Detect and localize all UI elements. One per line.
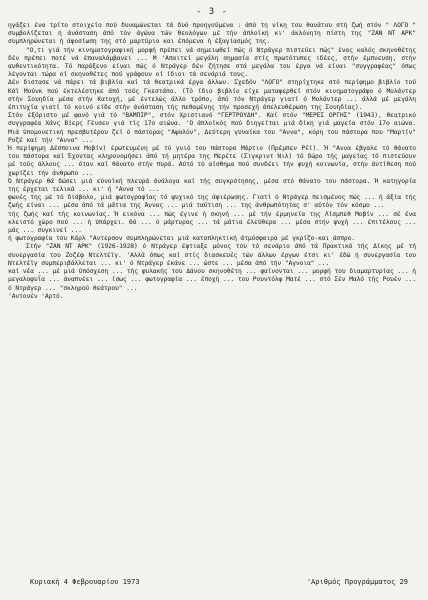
paragraph-3: Δέν διστασε νά πάρει τά βιβλία καί τά θεατρικά έργα άλλων. Σχεδόν "ΛΟΓΟ" στηρίχτηκε στό περίφημο βιβλίο τού Κάϊ Μούνκ πού έκτελέστηκε άπό τούς Γκεστάπο. (Τό ίδιο βιβλίο είχε ματαφερθεί στόν κινηματογράφο ό Μολάντερ στήν Σουηδία μέσα στήν Κατοχή, μέ έντελώς άλλο τρόπο, άπό τόν Ντράγερ γιατί ό Μολάντερ ... άλλά μέ μεγάλη έπιτυχία γιατί τό κοινό είδε στήν άνάσταση τής πεθαμένης τήν προσεχή άπελευθέρωση της Σουηδίας). bbox=[8, 79, 416, 112]
paragraph-2: "Ο,τι γιά τήν κινηματογραφική μορφή πρέπει νά σημειωθεί πώς ό Ντράγερ πιστεύει πώς" ένας καλός σκηνοθέτης δέν πρέπει ποτέ νά έπαναλάμβανει ... Μ 'Απαιτεί μεγάλη σημασία στίς πρωτότυπες ιδέες, στήν έμπνευση, στήν αυθεντικότητα. Τό παράξενο είναι πώς ό Ντράγερ δέν ζήτησε στά μεγάλα του έργα νά είναι "συγγραφέας" όπως λέγονται τώρα οί σκηνοθέτες πού γράφουν οί ίδιοι τά σενάριά τους. bbox=[8, 46, 416, 79]
paragraph-8: τής ζωής καί τής κοινωνίας. Ή εικόνα ... πώς έγινε ή σκηνή ... μέ τήν έρμηνεία της Λίσμπεθ Μοβίν ... σέ ένα κλειστό χώρο πού ... ή ύπάρχει. Θά ... ό μάρτυρας ... τά μάτια έλεύθερα ... μέσα στήν ψυχή ... έπιτέλους ... μάς ... συγκινεί ... bbox=[8, 210, 416, 235]
paragraph-1: ηγάζει ένα τρίτο στοιχείο πού δυναμώνεται τά δυό προηγούμενα : άπό τη νίκη του θανάτου στή ζωή στόν " ΛΟΓΟ " συμβολίζεται ή άνάσταση άπό τόν άγώνα τών θεολόγων μέ τήν άπλοϊκή κι' άκλόνητη πίστη της "ΖΑΝ ΝΤ ΑΡΚ" συμπληρώνεται ή άφοσίωση της στό μαρτύριο και έπόμενα ή έξαγίασμός της. bbox=[8, 22, 416, 46]
paragraph-7: φωνές της μέ τό διάβολο, μιά φωτογραφίας τό ψυχικό της άφιέρωσης. Γιατί ό Ντράγερ πεισμένος πώς ... ή άξία τής ζωής είναι ... μέσα άπό τά μάτια της Άννας ... μιά ταύτιση ... της άνθρωπότητας σ' αύτόν τόν κόσμο ... bbox=[8, 194, 416, 210]
paragraph-11: καί νέα ... μέ μιά ύπόσχεση ... τής φυλακής του Δάνου σκηνοθέτη ... φαίνονται ... μορφή του διαμαρτυρίας ... ή μεγαλοφυΐα ... άναπνέει ... ίσως ... φωτογραφία ... έποχή ... του Ρουντόλφ Ματέ ... στό Σέν Μαλό τής Ρουέν ... ό Ντράγερ ... "σκληρού θεάτρου" ... bbox=[8, 268, 416, 292]
footer-date: Κυριακή 4 Φεβρουαρίου 1973 bbox=[30, 578, 140, 586]
paragraph-10: Στήν "ΖΑΝ ΝΤ ΑΡΚ" (1926-1928) ό Ντράγερ έφτιαξε μόνος του τό σενάριο άπό τά Πρακτικά τής Δίκης μέ τή συνεργασία του Ζοζέφ Ντελτέϊγ. 'Αλλά όπως καί στίς διασκευές τών άλλων έργων έτσι κι' έδώ ή συνεργασία του Ντελτέϊγ συμπεριβάλλεται ... κι' ό Ντράγερ έκάνε ... ώστε ... μέσα άπό τήν "Αγνοια" ... bbox=[8, 243, 416, 267]
paragraph-4: Στόν έξόριστο μέ φανό γιά τό "ΒΑΜΠΙΡ", στόν Χριστιανό "ΓΕΡΤΡΟΥΔΗ". Καί στόν "ΜΕΡΕΣ ΟΡΓΗΣ" (1943), θεατρικό συγγραφέα Χάνς Βίερς Γένσεν γιά τίς 17ο αιώνα. 'Ο άπλοϊκός πού διηγείται μιά δίκη γιά μαγεία στόν 17ο αιώνα. Μιά ύπομονετική πρεσβυτέρου ζεί ό πάστορας "Αψαλόν", Δεύτερη γυναίκα του "Αννα", κόρη του πάστορα που "Μαρτίν" Ροζέ καί τήν "Αννα" ... bbox=[8, 112, 416, 144]
document-body bbox=[8, 22, 416, 301]
paragraph-9: ή φωτογραφία του Κάρλ "Αντερσον συμπληρώνεται μιά καταπληκτική άτμόσφαιρα μέ γκρίζο-και άσπρο. bbox=[8, 235, 355, 243]
paragraph-12: 'Αντονέν 'Αρτό. bbox=[8, 292, 64, 300]
footer-program-number: 'Αριθμός Προγράμματος 29 bbox=[306, 578, 408, 586]
page-footer bbox=[30, 577, 408, 587]
paragraph-5: Ή περίφημη Δέσποινα Μοβίν) έρωτευμένη μέ τό γυιό του πάστορα Μάρτιν (Πρέμπεν Ρέϊ). Ή "Αννα έβγαλε τό θάνατο του πάστορα καί Έχοντας κληρονομήσει άπό τή μητέρα της Μερέτε (Σιγκριντ Νιλ) τό δώρο τής μαγείας τό πιστεύουν μέ τούς άλλους ... όταν καί θάνατο στήν πυρά. Αύτό τό αίσθημα πού συνδέει τήν ψυχή κοινωνία, στήν άντίθεση πού χωρίζει τήν άνθρωπο ... bbox=[8, 145, 416, 177]
paragraph-6: Ό Ντράγερ θά δώσει μιά εύνοϊκή πλευρά άνάλογα καί τής συγκρότησης, μέσα στό θάνατο του πάστορα. Ή κατηγορία της έρχεται τελικά ... κι' ή "Αννα τό ... bbox=[8, 177, 416, 194]
page-number: - 3 - bbox=[195, 7, 229, 17]
